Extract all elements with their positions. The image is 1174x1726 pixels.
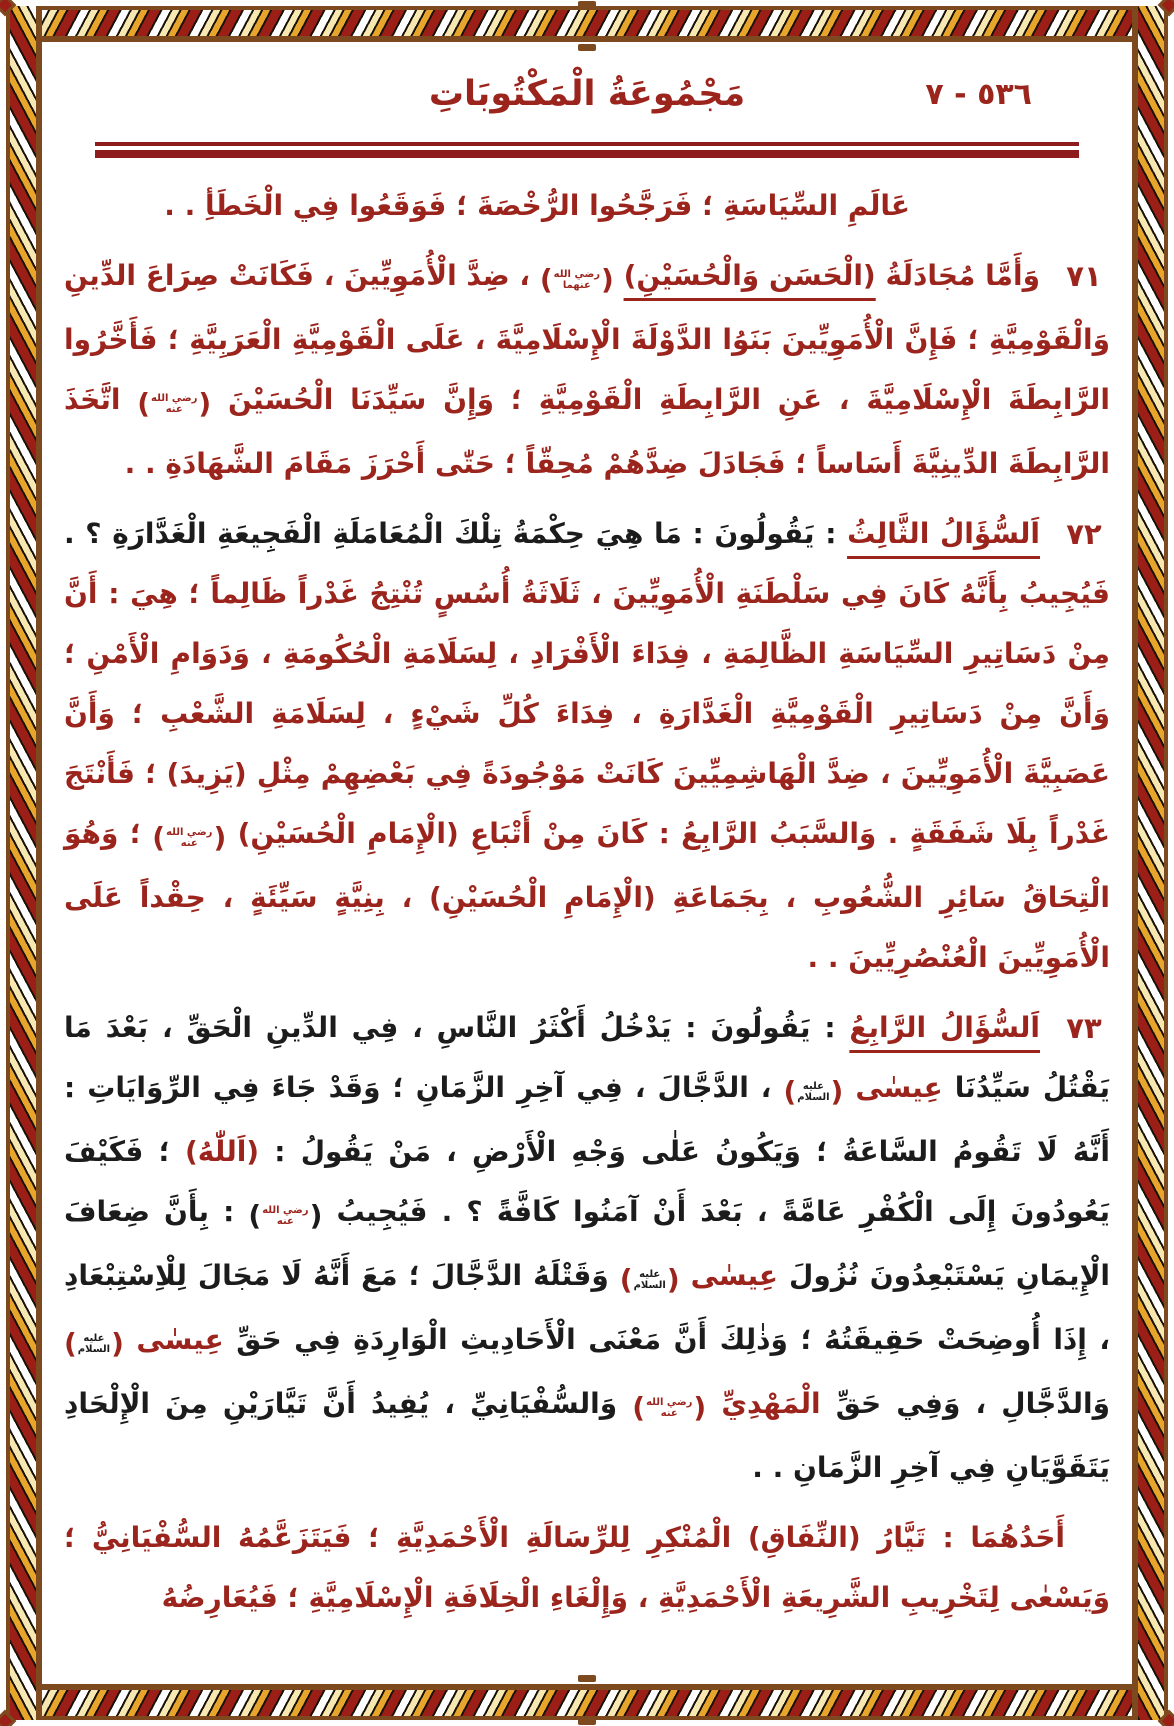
section-number: ٧٣ — [1066, 1011, 1102, 1045]
paragraph — [64, 176, 1110, 236]
honorific-roundel-icon: ( رضي الله عنه ) — [137, 387, 212, 420]
text-run: اَلسُّؤَالُ الرَّابِعُ — [849, 1011, 1040, 1044]
ornamental-border-bottom — [6, 1684, 1168, 1720]
text-run: : يَقُولُونَ : يَدْخُلُ أَكْثَرُ النَّاسِ ، فِي الدِّينِ الْحَقِّ ، بَعْدَ مَا يَقْتُلُ سَيِّدُنَا — [64, 1011, 1111, 1104]
ornamental-border-left — [6, 6, 42, 1720]
paragraph — [64, 246, 1110, 494]
honorific-roundel-icon: ( رضي الله عنهما ) — [539, 263, 614, 296]
center-ornament-icon — [578, 1, 596, 8]
double-rule-divider — [95, 142, 1078, 158]
section-number: ٧٢ — [1066, 517, 1102, 551]
paragraph-text — [64, 998, 1110, 1498]
text-run: ؛ وَهُوَ الْتِحَاقُ سَائِرِ الشُّعُوبِ ، بِجَمَاعَةِ (الْإِمَامِ الْحُسَيْنِ) ، بِنِيَّةٍ سَيِّئَةٍ ، حِقْداً عَلَى الْأُمَوِيِّينَ الْعُنْصُرِيِّينَ . . — [64, 817, 1110, 974]
text-run: وَأَمَّا مُجَادَلَةُ — [875, 259, 1041, 292]
text-run: الْمَهْدِيِّ — [706, 1387, 821, 1420]
section-number: ٧١ — [1066, 259, 1102, 293]
text-run: : بِأَنَّ ضِعَافَ الْإِيمَانِ يَسْتَبْعِدُونَ نُزُولَ — [64, 1195, 1111, 1292]
center-ornament-icon — [578, 1718, 596, 1725]
rule-thick-line — [95, 150, 1078, 158]
text-run: عَالَمِ السِّيَاسَةِ ؛ فَرَجَّحُوا الرُّخْصَةَ ؛ فَوَقَعُوا فِي الْخَطَأِ . . — [164, 189, 910, 222]
honorific-roundel-icon: ( عليه السلام ) — [619, 1263, 680, 1296]
book-title: مَجْمُوعَةُ الْمَكْتُوبَاتِ — [428, 74, 746, 114]
text-run: وَقَتْلَهُ الدَّجَّالَ ؛ مَعَ أَنَّهُ لَا مَجَالَ لِلْاِسْتِبْعَادِ ، إِذَا أُوضِحَتْ حَقِيقَتُهُ ؛ وَذٰلِكَ أَنَّ مَعْنَى الْأَحَادِيثِ الْوَارِدَةِ فِي حَقِّ — [64, 1259, 1111, 1356]
honorific-roundel-icon: ( رضي الله عنه ) — [632, 1391, 707, 1424]
text-run: ، ضِدَّ الْأُمَوِيِّينَ ، فَكَانَتْ صِرَاعَ الدِّينِ وَالْقَوْمِيَّةِ ؛ فَإِنَّ الْأُمَوِيِّينَ بَنَوُا الدَّوْلَةَ الْإِسْلَامِيَّةَ ، عَلَى الْقَوْمِيَّةِ الْعَرَبِيَّةِ ؛ فَأَخَّرُوا الرَّابِطَةَ الْإِسْلَامِيَّةَ ، عَنِ الرَّابِطَةِ الْقَوْمِيَّةِ ؛ وَإِنَّ سَيِّدَنَا الْحُسَيْنَ — [64, 259, 1110, 416]
paragraph-text — [64, 1508, 1110, 1628]
paragraph-text — [64, 176, 910, 236]
ornamental-border-right — [1132, 6, 1168, 1720]
page-number: ٥٣٦ - ٧ — [925, 77, 1032, 112]
text-run: : يَقُولُونَ : مَا هِيَ حِكْمَةُ تِلْكَ الْمُعَامَلَةِ الْفَجِيعَةِ الْغَدَّارَةِ ؟ . — [64, 517, 848, 550]
paragraph-text — [64, 504, 1110, 988]
paragraph — [64, 1508, 1110, 1628]
body-text — [64, 176, 1110, 1628]
paragraph — [64, 998, 1110, 1498]
page-content — [50, 50, 1124, 1676]
text-run: (اَللّٰهُ) — [184, 1135, 260, 1168]
text-run: أَحَدُهُمَا : تَيَّارُ (النِّفَاقِ) الْمُنْكِرِ لِلرِّسَالَةِ الْأَحْمَدِيَّةِ ؛ فَيَتَزَعَّمُهُ السُّفْيَانِيُّ ؛ وَيَسْعٰى لِتَخْرِيبِ الشَّرِيعَةِ الْأَحْمَدِيَّةِ ، وَإِلْغَاءِ الْخِلَافَةِ الْإِسْلَامِيَّةِ ؛ فَيُعَارِضُهُ — [64, 1521, 1110, 1614]
text-run: عِيسٰى — [679, 1259, 779, 1292]
text-run: عِيسٰى — [123, 1323, 224, 1356]
paragraph-text — [64, 246, 1110, 494]
paragraph — [64, 504, 1110, 988]
page-header — [64, 74, 1110, 126]
text-run: وَالسُّفْيَانِيِّ ، يُفِيدُ أَنَّ تَيَّارَيْنِ مِنَ الْإِلْحَادِ يَتَقَوَّيَانِ فِي آخِرِ الزَّمَانِ . . — [64, 1387, 1110, 1484]
honorific-roundel-icon: ( عليه السلام ) — [64, 1327, 124, 1360]
text-run: اَلسُّؤَالُ الثَّالِثُ — [847, 517, 1040, 550]
honorific-roundel-icon: ( رضي الله عنه ) — [248, 1199, 323, 1232]
honorific-roundel-icon: ( رضي الله عنه ) — [152, 821, 227, 854]
text-run: عِيسٰى — [843, 1071, 943, 1104]
text-run: ؛ فَكَيْفَ يَعُودُونَ إِلَى الْكُفْرِ عَامَّةً ، بَعْدَ أَنْ آمَنُوا كَافَّةً ؟ . فَيُجِيبُ — [64, 1135, 1110, 1228]
text-run: (الْحَسَن وَالْحُسَيْنِ) — [623, 259, 876, 292]
text-run: وَالدَّجَّالِ ، وَفِي حَقِّ — [820, 1387, 1110, 1420]
honorific-roundel-icon: ( عليه السلام ) — [783, 1075, 844, 1108]
text-run: فَيُجِيبُ بِأَنَّهُ كَانَ فِي سَلْطَنَةِ الْأُمَوِيِّينَ ، ثَلَاثَةُ أُسُسٍ تُنْتِجُ غَدْراً ظَالِماً ؛ هِيَ : أَنَّ مِنْ دَسَاتِيرِ السِّيَاسَةِ الظَّالِمَةِ ، فِدَاءَ الْأَفْرَادِ ، لِسَلَامَةِ الْحُكُومَةِ ، وَدَوَامِ الْأَمْنِ ؛ وَأَنَّ مِنْ دَسَاتِيرِ الْقَوْمِيَّةِ الْغَدَّارَةِ ، فِدَاءَ كُلِّ شَيْءٍ ، لِسَلَامَةِ الشَّعْبِ ؛ وَأَنَّ عَصَبِيَّةَ الْأُمَوِيِّينَ ، ضِدَّ الْهَاشِمِيِّينَ كَانَتْ مَوْجُودَةً فِي بَعْضِهِمْ مِثْلِ (يَزِيدَ) ؛ فَأَنْتَجَ غَدْراً بِلَا شَفَقَةٍ . وَالسَّبَبُ الرَّابِعُ : كَانَ مِنْ أَتْبَاعِ (الْإِمَامِ الْحُسَيْنِ) — [64, 577, 1110, 850]
text-run — [614, 259, 624, 292]
text-run: ، الدَّجَّالَ ، فِي آخِرِ الزَّمَانِ ؛ وَقَدْ جَاءَ فِي الرِّوَايَاتِ : أَنَّهُ لَا تَقُومُ السَّاعَةُ ؛ وَيَكُونُ عَلٰى وَجْهِ الْأَرْضِ ، مَنْ يَقُولُ : — [64, 1071, 1110, 1168]
center-ornament-icon — [578, 1675, 596, 1682]
ornamental-border-top — [6, 6, 1168, 42]
text-run: اتَّخَذَ الرَّابِطَةَ الدِّينِيَّةَ أَسَاساً ؛ فَجَادَلَ ضِدَّهُمْ مُحِقّاً ؛ حَتّٰى أَحْرَزَ مَقَامَ الشَّهَادَةِ . . — [64, 383, 1110, 480]
